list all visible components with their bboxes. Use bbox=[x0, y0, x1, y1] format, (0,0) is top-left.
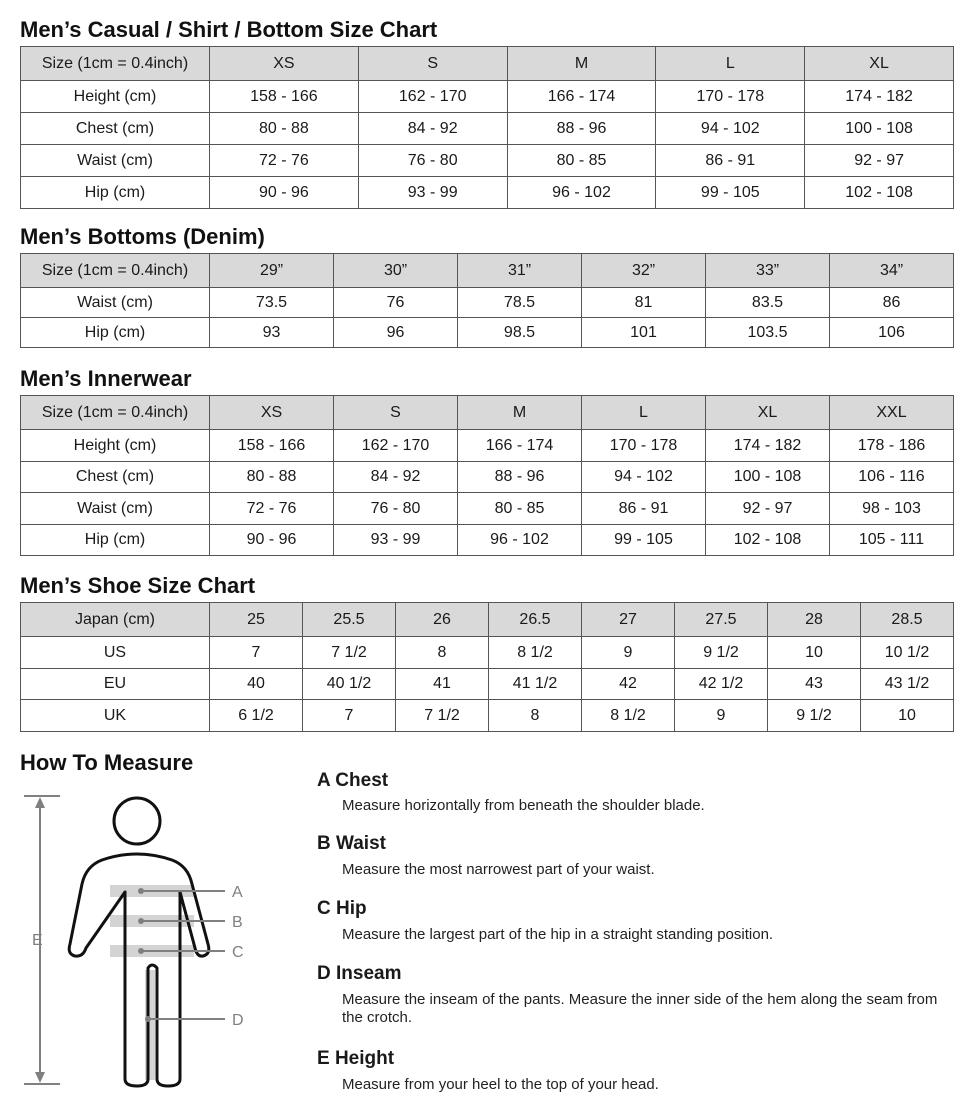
table-cell: 105 - 111 bbox=[830, 525, 954, 556]
table-cell: 106 bbox=[830, 318, 954, 348]
shoe-size-table bbox=[20, 602, 954, 732]
table-cell: 72 - 76 bbox=[210, 493, 334, 525]
table-cell: 8 bbox=[489, 700, 582, 732]
table-row bbox=[21, 462, 954, 493]
table-cell: 99 - 105 bbox=[656, 177, 805, 209]
table-cell: 162 - 170 bbox=[358, 81, 507, 113]
table-cell: 76 - 80 bbox=[358, 145, 507, 177]
table-cell: 101 bbox=[582, 318, 706, 348]
table-cell: 166 - 174 bbox=[458, 430, 582, 462]
header-cell: Size (1cm = 0.4inch) bbox=[21, 396, 210, 430]
header-cell: Size (1cm = 0.4inch) bbox=[21, 254, 210, 288]
table-cell: 81 bbox=[582, 288, 706, 318]
header-cell: XS bbox=[210, 396, 334, 430]
header-cell: L bbox=[656, 47, 805, 81]
table-cell: 10 1/2 bbox=[861, 637, 954, 669]
header-cell: 33” bbox=[706, 254, 830, 288]
table-row bbox=[21, 318, 954, 348]
table-cell: 9 1/2 bbox=[675, 637, 768, 669]
table-cell: 92 - 97 bbox=[706, 493, 830, 525]
table-cell: 9 bbox=[675, 700, 768, 732]
table-cell: 162 - 170 bbox=[334, 430, 458, 462]
table-cell: 93 bbox=[210, 318, 334, 348]
table-cell: 6 1/2 bbox=[210, 700, 303, 732]
shoe-chart-title: Men’s Shoe Size Chart bbox=[20, 573, 256, 598]
table-row bbox=[21, 430, 954, 462]
height-arrow-top-icon bbox=[35, 797, 45, 808]
header-cell: 26 bbox=[396, 603, 489, 637]
table-cell: 10 bbox=[768, 637, 861, 669]
table-header-row bbox=[21, 396, 954, 430]
denim-chart-title: Men’s Bottoms (Denim) bbox=[20, 224, 265, 249]
measure-hip-heading: C Hip bbox=[317, 898, 367, 919]
header-cell: L bbox=[582, 396, 706, 430]
row-label: Waist (cm) bbox=[21, 288, 210, 318]
header-cell: XS bbox=[210, 47, 359, 81]
header-cell: 25 bbox=[210, 603, 303, 637]
header-cell: 28.5 bbox=[861, 603, 954, 637]
table-cell: 84 - 92 bbox=[358, 113, 507, 145]
header-cell: M bbox=[507, 47, 656, 81]
measure-height-heading: E Height bbox=[317, 1048, 395, 1069]
table-header-row bbox=[21, 47, 954, 81]
body-measurement-figure bbox=[20, 784, 260, 1094]
row-label: Waist (cm) bbox=[21, 145, 210, 177]
row-label: Height (cm) bbox=[21, 430, 210, 462]
label-d: D bbox=[232, 1012, 244, 1029]
table-cell: 83.5 bbox=[706, 288, 830, 318]
table-cell: 174 - 182 bbox=[805, 81, 954, 113]
table-cell: 8 1/2 bbox=[582, 700, 675, 732]
table-cell: 78.5 bbox=[458, 288, 582, 318]
header-cell: S bbox=[358, 47, 507, 81]
table-cell: 76 bbox=[334, 288, 458, 318]
table-row bbox=[21, 81, 954, 113]
table-cell: 100 - 108 bbox=[706, 462, 830, 493]
header-cell: S bbox=[334, 396, 458, 430]
row-label: UK bbox=[21, 700, 210, 732]
casual-chart-title: Men’s Casual / Shirt / Bottom Size Chart bbox=[20, 17, 438, 42]
head-outline bbox=[114, 798, 160, 844]
row-label: US bbox=[21, 637, 210, 669]
table-cell: 73.5 bbox=[210, 288, 334, 318]
table-cell: 102 - 108 bbox=[805, 177, 954, 209]
table-row bbox=[21, 700, 954, 732]
label-b: B bbox=[232, 914, 243, 931]
height-arrow-bottom-icon bbox=[35, 1072, 45, 1083]
denim-size-table bbox=[20, 253, 954, 348]
table-row bbox=[21, 493, 954, 525]
table-cell: 9 1/2 bbox=[768, 700, 861, 732]
table-cell: 88 - 96 bbox=[507, 113, 656, 145]
table-cell: 72 - 76 bbox=[210, 145, 359, 177]
measure-inseam-text: Measure the inseam of the pants. Measure the inner side of the hem along the seam from the crotch. bbox=[342, 991, 938, 1026]
table-header-row bbox=[21, 603, 954, 637]
table-cell: 96 bbox=[334, 318, 458, 348]
measure-waist-text: Measure the most narrowest part of your waist. bbox=[342, 861, 655, 878]
row-label: Chest (cm) bbox=[21, 113, 210, 145]
table-cell: 166 - 174 bbox=[507, 81, 656, 113]
row-label: Hip (cm) bbox=[21, 177, 210, 209]
table-cell: 86 - 91 bbox=[656, 145, 805, 177]
measure-hip-text: Measure the largest part of the hip in a straight standing position. bbox=[342, 926, 774, 943]
table-cell: 94 - 102 bbox=[582, 462, 706, 493]
table-cell: 174 - 182 bbox=[706, 430, 830, 462]
table-cell: 93 - 99 bbox=[358, 177, 507, 209]
table-cell: 8 bbox=[396, 637, 489, 669]
table-cell: 42 bbox=[582, 669, 675, 700]
header-cell: 28 bbox=[768, 603, 861, 637]
label-e: E bbox=[32, 932, 43, 949]
table-header-row bbox=[21, 254, 954, 288]
table-cell: 93 - 99 bbox=[334, 525, 458, 556]
table-cell: 80 - 88 bbox=[210, 462, 334, 493]
table-cell: 96 - 102 bbox=[507, 177, 656, 209]
table-cell: 84 - 92 bbox=[334, 462, 458, 493]
table-row bbox=[21, 288, 954, 318]
measure-waist-heading: B Waist bbox=[317, 833, 386, 854]
row-label: Hip (cm) bbox=[21, 525, 210, 556]
table-row bbox=[21, 669, 954, 700]
table-cell: 40 1/2 bbox=[303, 669, 396, 700]
table-cell: 178 - 186 bbox=[830, 430, 954, 462]
table-cell: 41 1/2 bbox=[489, 669, 582, 700]
row-label: Hip (cm) bbox=[21, 318, 210, 348]
table-cell: 43 bbox=[768, 669, 861, 700]
table-cell: 80 - 85 bbox=[507, 145, 656, 177]
table-cell: 40 bbox=[210, 669, 303, 700]
table-cell: 158 - 166 bbox=[210, 430, 334, 462]
table-cell: 8 1/2 bbox=[489, 637, 582, 669]
table-row bbox=[21, 525, 954, 556]
header-cell: 34” bbox=[830, 254, 954, 288]
table-cell: 90 - 96 bbox=[210, 525, 334, 556]
header-cell: 25.5 bbox=[303, 603, 396, 637]
header-cell: Size (1cm = 0.4inch) bbox=[21, 47, 210, 81]
table-cell: 90 - 96 bbox=[210, 177, 359, 209]
row-label: Chest (cm) bbox=[21, 462, 210, 493]
table-cell: 7 bbox=[303, 700, 396, 732]
header-cell: 27 bbox=[582, 603, 675, 637]
table-cell: 7 1/2 bbox=[303, 637, 396, 669]
header-cell: 30” bbox=[334, 254, 458, 288]
table-cell: 103.5 bbox=[706, 318, 830, 348]
table-cell: 92 - 97 bbox=[805, 145, 954, 177]
table-cell: 100 - 108 bbox=[805, 113, 954, 145]
table-row bbox=[21, 177, 954, 209]
row-label: EU bbox=[21, 669, 210, 700]
row-label: Waist (cm) bbox=[21, 493, 210, 525]
table-cell: 86 bbox=[830, 288, 954, 318]
innerwear-size-table bbox=[20, 395, 954, 556]
header-cell: XXL bbox=[830, 396, 954, 430]
table-cell: 9 bbox=[582, 637, 675, 669]
casual-size-table bbox=[20, 46, 954, 209]
header-cell: 31” bbox=[458, 254, 582, 288]
table-row bbox=[21, 145, 954, 177]
table-cell: 80 - 85 bbox=[458, 493, 582, 525]
how-to-measure-title: How To Measure bbox=[20, 750, 194, 775]
label-c: C bbox=[232, 944, 244, 961]
table-cell: 99 - 105 bbox=[582, 525, 706, 556]
table-cell: 170 - 178 bbox=[656, 81, 805, 113]
table-cell: 94 - 102 bbox=[656, 113, 805, 145]
measure-chest-heading: A Chest bbox=[317, 770, 389, 791]
table-cell: 42 1/2 bbox=[675, 669, 768, 700]
table-row bbox=[21, 113, 954, 145]
row-label: Height (cm) bbox=[21, 81, 210, 113]
measure-chest-text: Measure horizontally from beneath the shoulder blade. bbox=[342, 797, 705, 814]
table-cell: 10 bbox=[861, 700, 954, 732]
header-cell: 27.5 bbox=[675, 603, 768, 637]
table-cell: 102 - 108 bbox=[706, 525, 830, 556]
table-cell: 43 1/2 bbox=[861, 669, 954, 700]
label-a: A bbox=[232, 884, 243, 901]
table-cell: 158 - 166 bbox=[210, 81, 359, 113]
table-cell: 98 - 103 bbox=[830, 493, 954, 525]
table-cell: 88 - 96 bbox=[458, 462, 582, 493]
table-cell: 170 - 178 bbox=[582, 430, 706, 462]
table-cell: 96 - 102 bbox=[458, 525, 582, 556]
header-cell: Japan (cm) bbox=[21, 603, 210, 637]
table-cell: 7 bbox=[210, 637, 303, 669]
measure-height-text: Measure from your heel to the top of your head. bbox=[342, 1076, 659, 1093]
table-cell: 80 - 88 bbox=[210, 113, 359, 145]
table-cell: 98.5 bbox=[458, 318, 582, 348]
table-cell: 86 - 91 bbox=[582, 493, 706, 525]
header-cell: XL bbox=[805, 47, 954, 81]
header-cell: 26.5 bbox=[489, 603, 582, 637]
header-cell: XL bbox=[706, 396, 830, 430]
header-cell: 32” bbox=[582, 254, 706, 288]
header-cell: 29” bbox=[210, 254, 334, 288]
table-cell: 106 - 116 bbox=[830, 462, 954, 493]
table-cell: 7 1/2 bbox=[396, 700, 489, 732]
table-row bbox=[21, 637, 954, 669]
table-cell: 41 bbox=[396, 669, 489, 700]
header-cell: M bbox=[458, 396, 582, 430]
table-cell: 76 - 80 bbox=[334, 493, 458, 525]
innerwear-chart-title: Men’s Innerwear bbox=[20, 366, 192, 391]
measure-inseam-heading: D Inseam bbox=[317, 963, 402, 984]
